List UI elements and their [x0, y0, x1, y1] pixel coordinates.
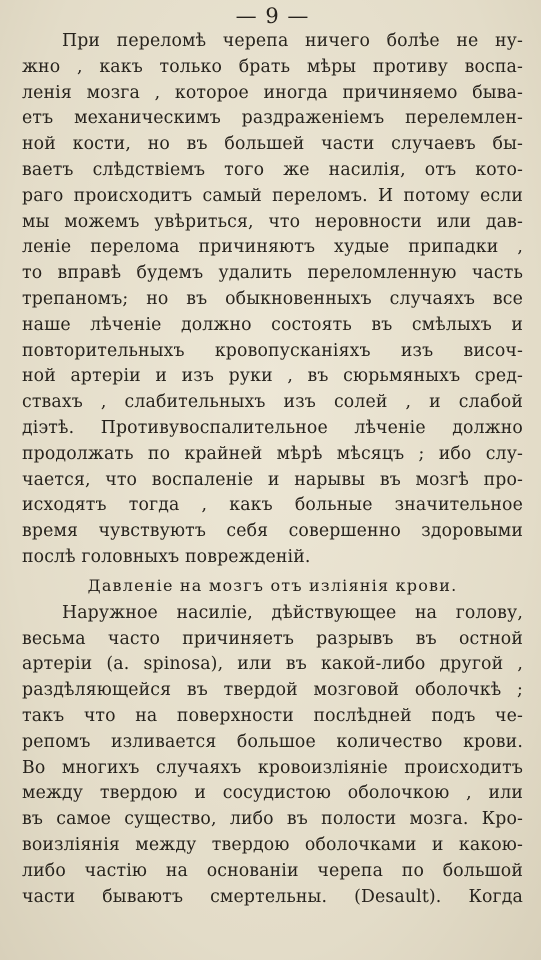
- text-line: При переломѣ черепа ничего болѣе не ну-: [62, 31, 523, 51]
- text-line: воизліянія между твердою оболочками и какою-: [22, 834, 523, 855]
- text-line: продолжать по крайней мѣрѣ мѣсяцъ ; ибо слу-: [22, 443, 523, 464]
- text-line: ной артеріи и изъ руки , въ сюрьмяныхъ сред-: [22, 366, 523, 387]
- text-line: Во многихъ случаяхъ кровоизліяніе происходитъ: [22, 757, 523, 778]
- text-line: раздѣляющейся въ твердой мозговой оболочкѣ ;: [22, 680, 523, 701]
- text-line: между твердою и сосудистою оболочкою , или: [22, 783, 523, 804]
- text-line: етъ механическимъ раздраженіемъ перелемлен-: [22, 108, 523, 129]
- text-line: жно , какъ только брать мѣры противу воспа-: [22, 56, 523, 77]
- paragraph-2: [22, 601, 523, 911]
- text-line: ной кости, но въ большей части случаевъ бы-: [22, 134, 523, 155]
- text-line: весьма часто причиняетъ разрывъ въ остной: [22, 628, 523, 649]
- text-line: ствахъ , слабительныхъ изъ солей , и слабой: [22, 392, 523, 413]
- text-line: ленія мозга , которое иногда причиняемо быва-: [22, 82, 523, 103]
- text-line: мы можемъ увѣриться, что неровности или дав-: [22, 211, 523, 232]
- text-line: время чувствуютъ себя совершенно здоровыми: [22, 521, 523, 542]
- text-line: ваетъ слѣдствіемъ того же насилія, отъ кото-: [22, 159, 523, 180]
- text-line: репомъ изливается большое количество крови.: [22, 731, 523, 752]
- text-line: раго происходитъ самый переломъ. И потому если: [22, 185, 523, 206]
- text-line: чается, что воспаленіе и нарывы въ мозгѣ про-: [22, 469, 523, 490]
- paragraph-1: [22, 29, 523, 571]
- text-line: наше лѣченіе должно состоять въ смѣлыхъ и: [22, 314, 523, 335]
- text-line: діэтѣ. Противувоспалительное лѣченіе должно: [22, 417, 523, 438]
- text-line: части бываютъ смертельны. (Desault). Когда: [22, 886, 523, 907]
- text-line: то вправѣ будемъ удалить переломленную часть: [22, 263, 523, 284]
- text-line: леніе перелома причиняютъ худые припадки ,: [22, 237, 523, 258]
- text-line: послѣ головныхъ поврежденій.: [22, 546, 311, 567]
- text-line: артеріи (a. spinosa), или въ какой-либо другой ,: [22, 654, 523, 675]
- text-line: такъ что на поверхности послѣдней подъ че-: [22, 705, 523, 726]
- text-line: Наружное насиліе, дѣйствующее на голову,: [62, 602, 523, 623]
- page-number: — 9 —: [235, 4, 310, 28]
- text-line: исходятъ тогда , какъ больные значительное: [22, 495, 523, 516]
- text-line: либо частію на основаніи черепа по большой: [22, 860, 523, 881]
- text-line: трепаномъ; но въ обыкновенныхъ случаяхъ все: [22, 288, 523, 309]
- section-heading: Давленіе на мозгъ отъ изліянія крови.: [87, 575, 458, 595]
- text-line: въ самое существо, либо въ полости мозга. Кро-: [22, 809, 523, 830]
- text-line: повторительныхъ кровопусканіяхъ изъ височ-: [22, 340, 523, 361]
